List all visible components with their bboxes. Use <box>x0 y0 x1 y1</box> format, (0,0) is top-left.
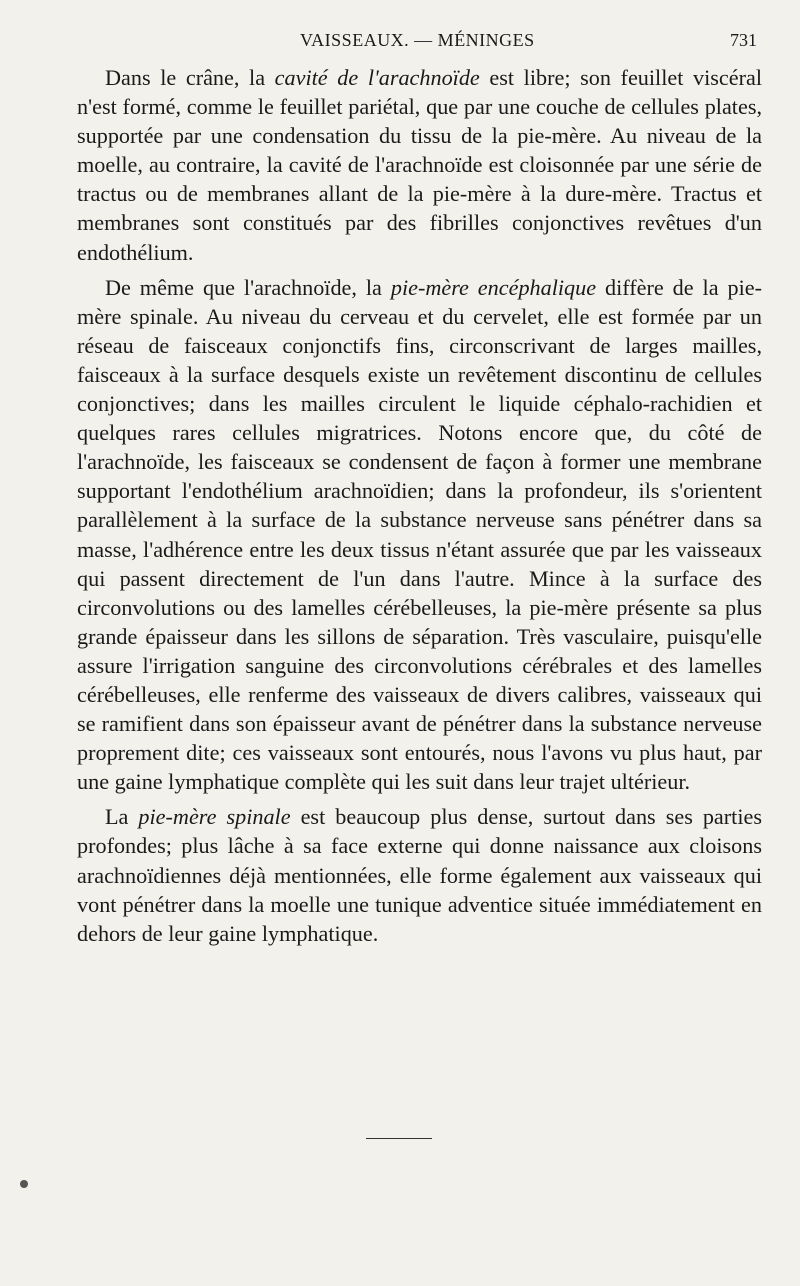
italic-term: pie-mère spinale <box>138 804 291 830</box>
paragraph-text: De même que l'arachnoïde, la <box>105 274 391 300</box>
running-title: VAISSEAUX. — MÉNINGES <box>300 30 535 50</box>
paragraph-text: est beaucoup plus dense, surtout dans ses parties profondes; plus lâche à sa face externe qui donne naissance aux cloisons arachnoïdiennes déjà mentionnées, elle forme également aux vaisseaux qui vont pénétrer dans la moelle une tunique adventice située immédiatement en dehors de leur gaine lymphatique. <box>77 804 762 946</box>
section-separator <box>366 1138 432 1139</box>
paragraph-text: est libre; son feuillet viscéral n'est formé, comme le feuillet pariétal, que par une couche de cellules plates, supportée par une condensation du tissu de la pie-mère. Au niveau de la moelle, au contraire, la cavité de l'arachnoïde est cloisonnée par une série de tractus ou de membranes allant de la pie-mère à la dure-mère. Tractus et membranes sont constitués par des fibrilles conjonctives revêtues d'un endothélium. <box>77 65 763 265</box>
paragraph-pia-mater-spinal <box>77 802 762 947</box>
body-text <box>77 63 762 948</box>
italic-term: pie-mère encéphalique <box>390 274 597 300</box>
paragraph-text: La <box>105 804 139 830</box>
page-number: 731 <box>730 30 757 50</box>
paragraph-pia-mater-encephalic <box>77 273 762 797</box>
paragraph-text: Dans le crâne, la <box>105 65 275 90</box>
page-header <box>0 30 800 58</box>
ink-blot <box>20 1180 28 1188</box>
paragraph-text: diffère de la pie-mère spinale. Au niveau du cerveau et du cervelet, elle est formée par un réseau de faisceaux conjonctifs fins, circonscrivant de larges mailles, faisceaux à la surface desquels existe un revêtement discontinu de cellules conjonctives; dans les mailles circulent le liquide céphalo-rachidien et quelques rares cellules migratrices. Notons encore que, du côté de l'arachnoïde, les faisceaux se condensent de façon à former une membrane supportant l'endothélium arachnoïdien; dans la profondeur, ils s'orientent parallèlement à la surface de la substance nerveuse sans pénétrer dans sa masse, l'adhérence entre les deux tissus n'étant assurée que par les vaisseaux qui passent directement de l'un dans l'autre. Mince à la surface des circonvolutions ou des lamelles cérébelleuses, la pie-mère présente sa plus grande épaisseur dans les sillons de séparation. Très vasculaire, puisqu'elle assure l'irrigation sanguine des circonvolutions cérébrales et des lamelles cérébelleuses, elle renferme des vaisseaux de divers calibres, vaisseaux qui se ramifient dans son épaisseur avant de pénétrer dans la substance nerveuse proprement dite; ces vaisseaux sont entourés, nous l'avons vu plus haut, par une gaine lymphatique complète qui les suit dans leur trajet ultérieur. <box>77 274 762 795</box>
paragraph-arachnoid-cavity <box>77 63 762 267</box>
italic-term: cavité de l'arachnoïde <box>274 65 480 90</box>
